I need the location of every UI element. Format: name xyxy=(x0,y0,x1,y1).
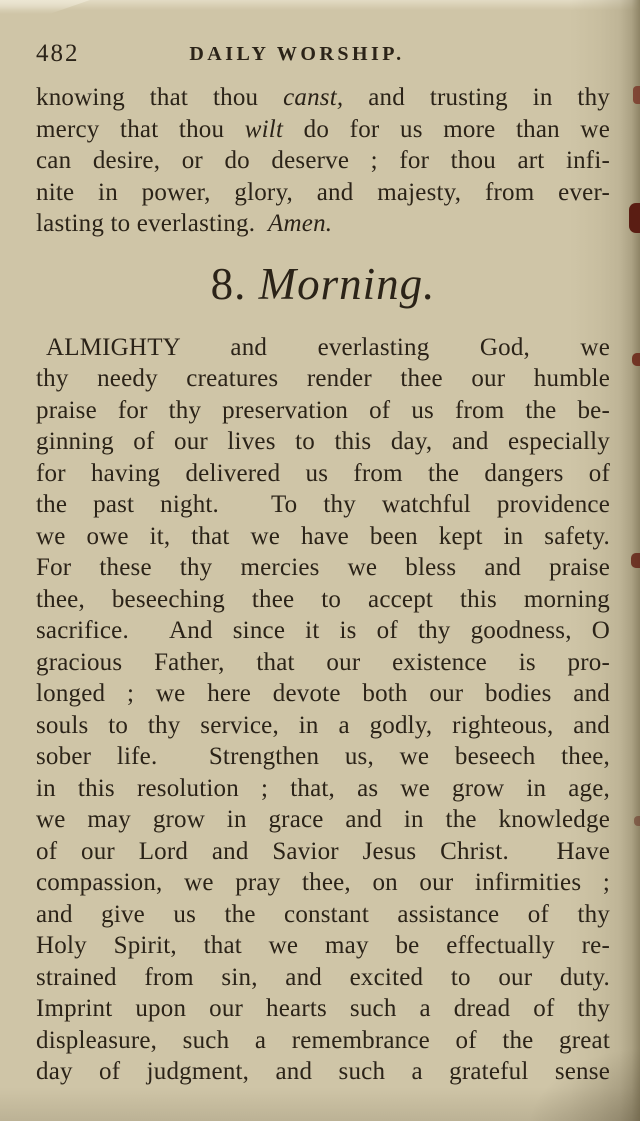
text-line: displeasure, such a remembrance of the great xyxy=(36,1026,610,1054)
text-line: ginning of our lives to this day, and especially xyxy=(36,428,610,455)
text-line: the past night. To thy watchful providence xyxy=(36,491,610,518)
ink-stain xyxy=(631,553,640,568)
text-line: we owe it, that we have been kept in safety. xyxy=(36,522,610,550)
text-line: Holy Spirit, that we may be effectually re- xyxy=(36,932,610,959)
text-line: knowing that thou canst, and trusting in thy xyxy=(36,84,610,111)
text-line: nite in power, glory, and majesty, from ever- xyxy=(36,178,610,206)
text-line: praise for thy preservation of us from the be- xyxy=(36,396,610,424)
text-line: Imprint upon our hearts such a dread of thy xyxy=(36,995,610,1022)
section-title: Morning. xyxy=(258,258,436,309)
text-line: gracious Father, that our existence is pro- xyxy=(36,648,610,676)
text-line: of our Lord and Savior Jesus Christ. Have xyxy=(36,837,610,865)
text-line: sober life. Strengthen us, we beseech thee, xyxy=(36,743,610,770)
text-line: lasting to everlasting. Amen. xyxy=(36,210,333,237)
text-line: souls to thy service, in a godly, righteous, and xyxy=(36,711,610,739)
text-line: For these thy mercies we bless and praise xyxy=(36,554,610,581)
text-line: in this resolution ; that, as we grow in age, xyxy=(36,774,610,802)
text-line: thy needy creatures render thee our humble xyxy=(36,365,610,392)
text-line: and give us the constant assistance of thy xyxy=(36,900,610,928)
ink-stain xyxy=(629,203,640,233)
text-line: we may grow in grace and in the knowledge xyxy=(36,806,610,833)
section-heading xyxy=(36,254,610,314)
page-content xyxy=(36,40,610,1088)
intro-paragraph xyxy=(36,82,610,240)
ink-stain xyxy=(634,816,640,826)
text-line: thee, beseeching thee to accept this morning xyxy=(36,585,610,613)
prayer-paragraph xyxy=(36,332,610,1088)
text-line: mercy that thou wilt do for us more than we xyxy=(36,115,610,143)
text-line: can desire, or do deserve ; for thou art infi- xyxy=(36,147,610,174)
text-line: sacrifice. And since it is of thy goodness, O xyxy=(36,617,610,644)
page-number: 482 xyxy=(36,40,80,67)
running-title: DAILY WORSHIP. xyxy=(189,43,405,65)
section-number: 8. xyxy=(210,258,247,309)
page-corner-highlight xyxy=(0,0,90,14)
text-line: longed ; we here devote both our bodies and xyxy=(36,680,610,707)
text-line: strained from sin, and excited to our duty. xyxy=(36,963,610,991)
ink-stain xyxy=(632,353,640,366)
text-line: for having delivered us from the dangers of xyxy=(36,459,610,487)
text-line: compassion, we pray thee, on our infirmities ; xyxy=(36,869,610,896)
text-line: ALMIGHTY and everlasting God, we xyxy=(46,333,610,361)
text-line: day of judgment, and such a grateful sense xyxy=(36,1058,610,1085)
page-header xyxy=(36,40,610,68)
ink-stain xyxy=(633,86,640,104)
